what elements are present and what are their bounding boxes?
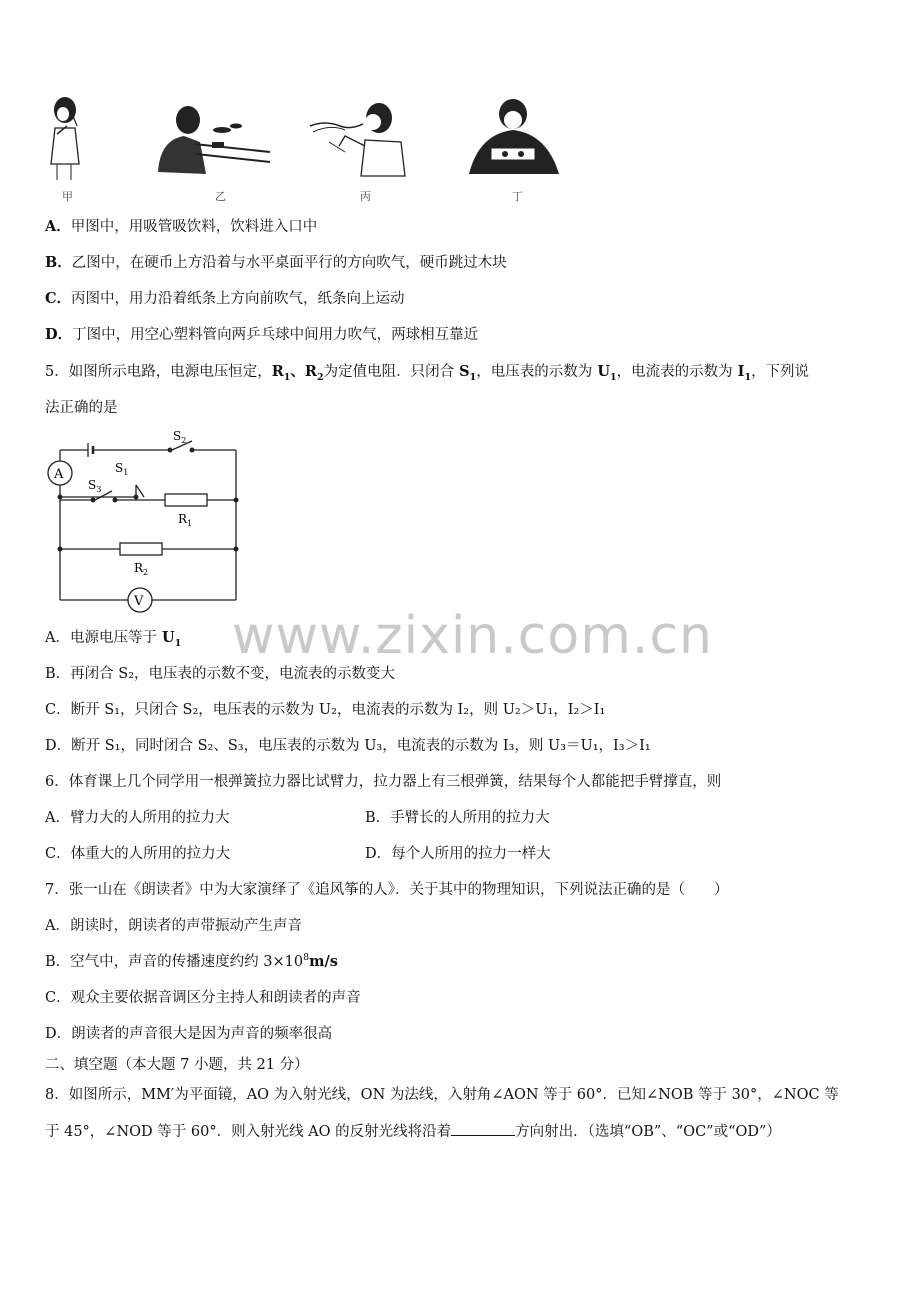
answer-blank[interactable] — [451, 1121, 515, 1136]
q7-option-c: C．观众主要依据音调区分主持人和朗读者的声音 — [45, 990, 361, 1006]
q5-stem-line2: 法正确的是 — [45, 400, 118, 416]
q5-option-c: C．断开 S₁，只闭合 S₂，电压表的示数为 U₂，电流表的示数为 I₂，则 U₂＞U₁，I₂＞I₁ — [45, 702, 606, 718]
s1-label: $S_1$ — [115, 461, 129, 477]
q4-option-a: A．甲图中，用吸管吸饮料，饮料进入口中 — [45, 218, 318, 235]
q4-option-b: B．乙图中，在硬币上方沿着与水平桌面平行的方向吹气，硬币跳过木块 — [45, 254, 507, 271]
circuit-diagram — [40, 425, 250, 615]
q6-option-a: A．臂力大的人所用的拉力大 — [45, 810, 230, 826]
s2-label: $S_2$ — [173, 429, 187, 445]
caption-ding: 丁 — [512, 190, 523, 203]
q6-option-b: B．手臂长的人所用的拉力大 — [365, 810, 550, 826]
q8-line2: 于 45°，∠NOD 等于 60°．则入射光线 AO 的反射光线将沿着 方向射出．（选填“OB”、“OC”或“OD”） — [45, 1121, 781, 1142]
q7-option-d: D．朗读者的声音很大是因为声音的频率很高 — [45, 1026, 333, 1042]
r2-label: $R_2$ — [134, 561, 149, 577]
q7-option-b: B．空气中，声音的传播速度约约 $3\times 10^8m/s$ — [45, 952, 338, 970]
figure-ding — [465, 90, 565, 182]
caption-jia: 甲 — [62, 190, 73, 203]
q6-option-c: C．体重大的人所用的拉力大 — [45, 846, 231, 862]
q5-option-d: D．断开 S₁，同时闭合 S₂、S₃，电压表的示数为 U₃，电流表的示数为 I₃，则 U₃＝U₁，I₃＞I₁ — [45, 738, 651, 754]
r1-label: $R_1$ — [178, 512, 193, 528]
q4-option-c: C．丙图中，用力沿着纸条上方向前吹气，纸条向上运动 — [45, 290, 405, 307]
q7-stem: 7．张一山在《朗读者》中为大家演绎了《追风筝的人》．关于其中的物理知识，下列说法正确的是（ ） — [45, 882, 729, 898]
caption-yi: 乙 — [215, 190, 226, 203]
caption-bing: 丙 — [360, 190, 371, 203]
s3-label: $S_3$ — [88, 478, 102, 494]
ammeter-label: A — [54, 467, 64, 482]
q5-stem: 5．如图所示电路，电源电压恒定，$R_1$、$R_2$为定值电阻．只闭合 $S_1$，电压表的示数为 $U_1$，电流表的示数为 $I_1$，下列说 — [45, 363, 810, 383]
q4-option-d: D．丁图中，用空心塑料管向两乒乓球中间用力吹气，两球相互靠近 — [45, 326, 479, 343]
figure-bing — [305, 90, 410, 182]
figure-jia — [45, 90, 95, 182]
q8-line1: 8．如图所示，MM′为平面镜，AO 为入射光线，ON 为法线，入射角∠AON 等于 60°．已知∠NOB 等于 30°，∠NOC 等 — [45, 1087, 839, 1103]
q7-option-a: A．朗读时，朗读者的声带振动产生声音 — [45, 918, 302, 934]
section-heading: 二、填空题（本大题 7 小题，共 21 分） — [45, 1057, 309, 1073]
watermark: www.zixin.com.cn — [232, 606, 713, 666]
q6-option-d: D．每个人所用的拉力一样大 — [365, 846, 551, 862]
voltmeter-label: V — [134, 594, 144, 609]
q6-stem: 6．体育课上几个同学用一根弹簧拉力器比试臂力，拉力器上有三根弹簧，结果每个人都能把手臂撑直，则 — [45, 774, 722, 790]
q5-option-a: A．电源电压等于 $U_1$ — [45, 629, 182, 649]
figure-yi — [150, 90, 272, 182]
q5-option-b: B．再闭合 S₂，电压表的示数不变，电流表的示数变大 — [45, 666, 396, 682]
